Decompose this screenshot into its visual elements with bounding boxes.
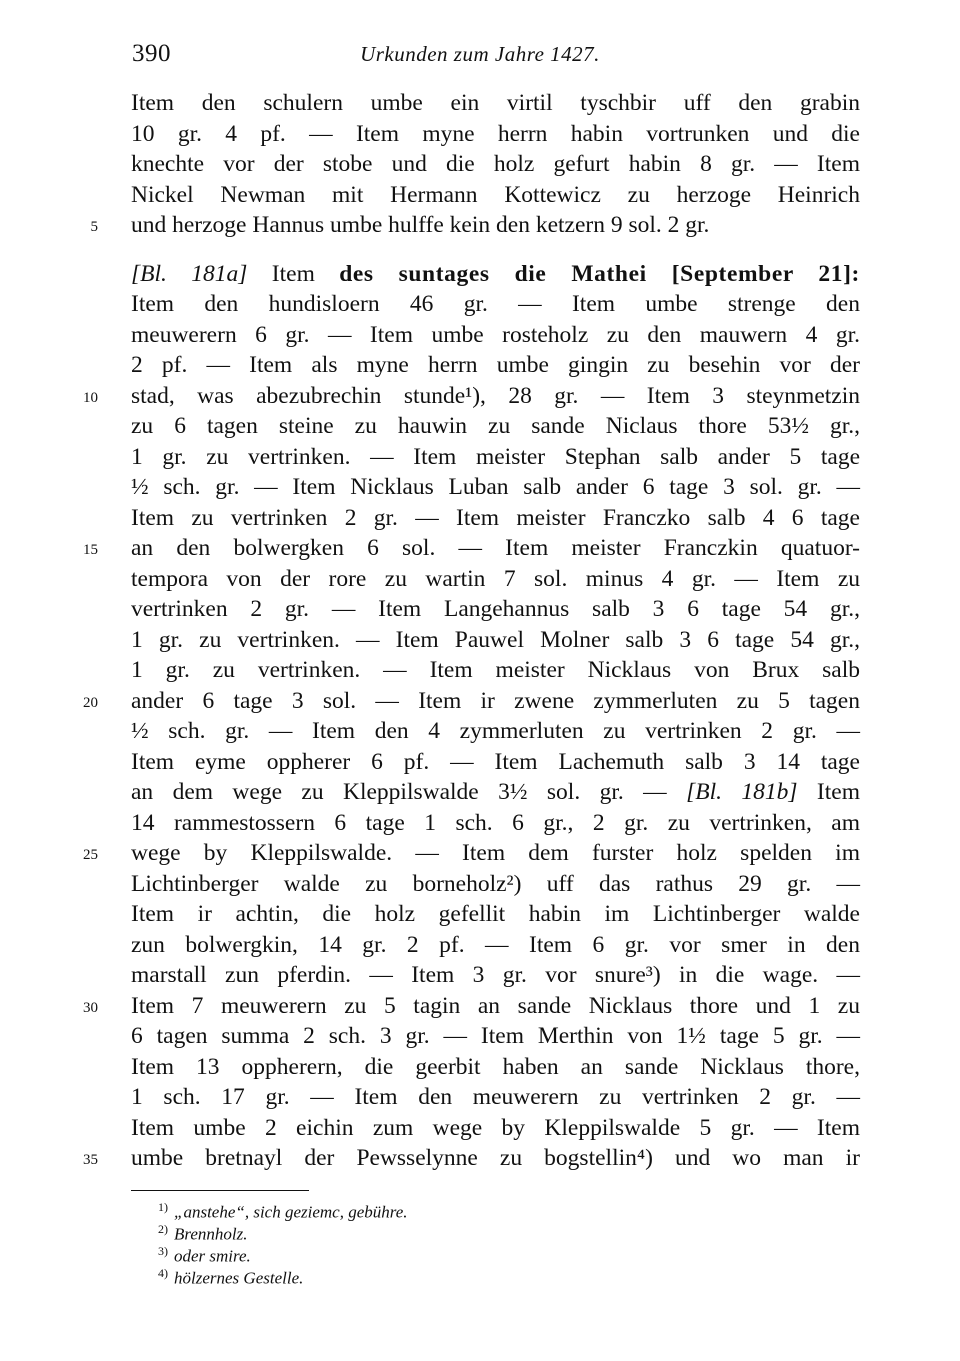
text-run: Item [797,779,860,805]
page-header [0,40,960,76]
text-line [0,289,960,320]
footnote-marker: 2) [158,1222,168,1236]
line-text: 1 gr. zu vertrinken. — Item meister Stephan salb ander 5 tage [131,443,860,470]
section-gap [0,241,960,259]
text-line [0,1082,960,1113]
line-text: umbe bretnayl der Pewsselynne zu bogstellin⁴) und wo man ir [131,1145,860,1171]
line-text: 1 sch. 17 gr. — Item den meuwerern zu vertrinken 2 gr. — [131,1084,860,1110]
footnote-marker: 1) [158,1200,168,1214]
text-line [0,442,960,473]
line-number: 30 [83,999,98,1016]
text-line [0,149,960,180]
line-number: 25 [83,847,98,863]
text-line [0,930,960,961]
text-line [0,838,960,869]
line-text: 6 tagen summa 2 sch. 3 gr. — Item Merthin von 1½ tage 5 gr. — [131,1023,860,1049]
text-run: an dem wege zu Kleppilswalde 3½ sol. gr. — [131,779,687,805]
footnotes [158,1196,758,1288]
text-line [0,991,960,1022]
line-number: 5 [90,219,98,235]
text-line [0,960,960,991]
text-line [0,210,960,241]
text-line [0,747,960,778]
text-line [0,503,960,534]
line-text: Item 7 meuwerern zu 5 tagin an sande Nicklaus thore und 1 zu [131,992,860,1019]
line-text: marstall zun pferdin. — Item 3 gr. vor snure³) in die wage. — [131,962,860,988]
line-text: Nickel Newman mit Hermann Kottewicz zu herzoge Heinrich [131,181,860,208]
line-number: 10 [83,389,98,406]
line-text: 1 gr. zu vertrinken. — Item Pauwel Molner salb 3 6 tage 54 gr., [131,626,860,653]
line-text: tempora von der rore zu wartin 7 sol. minus 4 gr. — Item zu [131,565,860,592]
line-text: knechte vor der stobe und die holz gefurt habin 8 gr. — Item [131,151,860,177]
text-line [0,411,960,442]
line-text: ½ sch. gr. — Item Nicklaus Luban salb ander 6 tage 3 sol. gr. — [131,474,860,500]
page-number: 390 [132,40,171,67]
line-text: an den bolwergken 6 sol. — Item meister Franczkin quatuor- [131,535,860,561]
line-text: ½ sch. gr. — Item den 4 zymmerluten zu vertrinken 2 gr. — [131,718,860,744]
body-text [0,88,960,1174]
footnote-marker: 4) [158,1266,168,1280]
line-text [131,259,860,289]
line-text: stad, was abezubrechin stunde¹), 28 gr. — Item 3 steynmetzin [131,382,860,409]
line-text: und herzoge Hannus umbe hulffe kein den ketzern 9 sol. 2 gr. [131,212,710,238]
text-line [0,533,960,564]
line-text: zu 6 tagen steine zu hauwin zu sande Niclaus thore 53½ gr., [131,413,860,439]
footnote-text: „anstehe“, sich geziemc, gebühre. [174,1202,408,1222]
text-line [0,88,960,119]
footnote-text: oder smire. [174,1246,251,1266]
text-line [0,1052,960,1083]
text-line [0,655,960,686]
text-line [0,350,960,381]
text-line [0,686,960,717]
line-text [131,777,860,807]
folio-reference: [Bl. 181b] [686,779,798,805]
line-text: wege by Kleppilswalde. — Item dem furster holz spelden im [131,840,860,866]
line-number: 20 [83,694,98,711]
text-line [0,1021,960,1052]
line-text: Item eyme oppherer 6 pf. — Item Lachemuth salb 3 14 tage [131,748,860,775]
date-heading: des suntages die Mathei [September 21]: [339,260,860,287]
footnote [158,1196,758,1222]
folio-reference: [Bl. 181a] [131,260,248,287]
line-text: Item umbe 2 eichin zum wege by Kleppilswalde 5 gr. — Item [131,1114,860,1141]
footnote-text: Brennholz. [174,1224,248,1244]
text-line [0,808,960,839]
line-text: Item ir achtin, die holz gefellit habin im Lichtinberger walde [131,901,860,927]
line-text: meuwerern 6 gr. — Item umbe rosteholz zu den mauwern 4 gr. [131,321,860,348]
line-text: Item den hundisloern 46 gr. — Item umbe strenge den [131,291,860,317]
running-head: Urkunden zum Jahre 1427. [360,42,600,66]
text-line [0,716,960,747]
text-line [0,564,960,595]
text-line [0,625,960,656]
text-line [0,1143,960,1174]
line-text: ander 6 tage 3 sol. — Item ir zwene zymmerluten zu 5 tagen [131,687,860,714]
line-number: 15 [83,542,98,558]
line-text: zun bolwergkin, 14 gr. 2 pf. — Item 6 gr. vor smer in den [131,931,860,958]
text-line [0,899,960,930]
line-text: vertrinken 2 gr. — Item Langehannus salb 3 6 tage 54 gr., [131,596,860,622]
text-line [0,777,960,808]
text-line [0,119,960,150]
line-text: 1 gr. zu vertrinken. — Item meister Nicklaus von Brux salb [131,657,860,683]
footnote [158,1262,758,1288]
text-line [0,472,960,503]
text-line [0,259,960,290]
text-line [0,869,960,900]
footnote-text: hölzernes Gestelle. [174,1268,304,1288]
footnote-marker: 3) [158,1244,168,1258]
footnote [158,1240,758,1266]
line-text: 14 rammestossern 6 tage 1 sch. 6 gr., 2 gr. zu vertrinken, am [131,809,860,836]
text-line [0,381,960,412]
line-text: Item zu vertrinken 2 gr. — Item meister Franczko salb 4 6 tage [131,504,860,531]
line-text: Lichtinberger walde zu borneholz²) uff das rathus 29 gr. — [131,870,860,897]
line-text: 2 pf. — Item als myne herrn umbe gingin zu besehin vor der [131,352,860,378]
text-line [0,320,960,351]
line-text: Item den schulern umbe ein virtil tyschbir uff den grabin [131,90,860,116]
line-text: 10 gr. 4 pf. — Item myne herrn habin vortrunken und die [131,120,860,147]
line-number: 35 [83,1152,98,1168]
text-line [0,1113,960,1144]
text-line [0,594,960,625]
line-text: Item 13 oppherern, die geerbit haben an sande Nicklaus thore, [131,1053,860,1080]
text-run: Item [247,260,340,287]
footnote-rule [131,1190,309,1191]
text-line [0,180,960,211]
